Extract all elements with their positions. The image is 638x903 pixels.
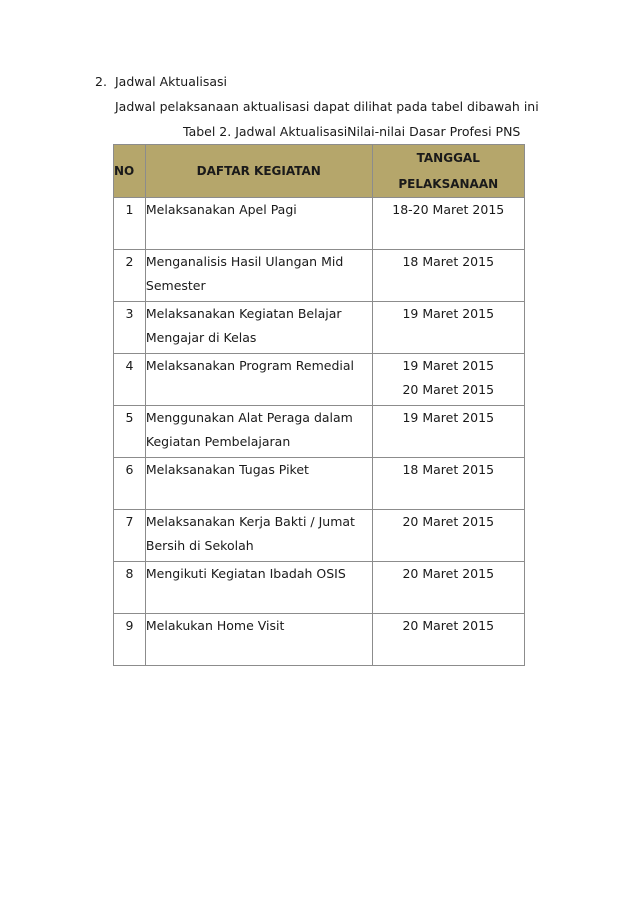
date-line: 19 Maret 2015 <box>402 410 495 425</box>
table-row <box>114 354 525 406</box>
date-line: 20 Maret 2015 <box>402 382 495 397</box>
row-number: 4 <box>114 354 146 406</box>
row-activity <box>145 562 372 614</box>
row-activity <box>145 354 372 406</box>
activity-line: Menganalisis Hasil Ulangan Mid <box>145 254 344 269</box>
activity-line: Bersih di Sekolah <box>145 538 254 553</box>
header-date-line1: TANGGAL <box>416 151 480 165</box>
row-number: 2 <box>114 250 146 302</box>
activity-line: Kegiatan Pembelajaran <box>145 434 291 449</box>
header-date <box>372 145 524 198</box>
intro-paragraph: Jadwal pelaksanaan aktualisasi dapat dilihat pada tabel dibawah ini <box>115 99 539 114</box>
header-no: NO <box>114 145 146 198</box>
table-row <box>114 510 525 562</box>
activity-line: Melaksanakan Kerja Bakti / Jumat <box>145 514 355 529</box>
row-date <box>372 510 524 562</box>
activity-line: Melakukan Home Visit <box>145 618 285 633</box>
table-body <box>114 198 525 666</box>
table-row <box>114 458 525 510</box>
table-row <box>114 562 525 614</box>
section-number: 2. <box>95 74 107 89</box>
row-activity <box>145 302 372 354</box>
row-date <box>372 250 524 302</box>
section-heading <box>95 74 227 90</box>
row-activity <box>145 614 372 666</box>
activity-line: Melaksanakan Program Remedial <box>145 358 355 373</box>
row-date <box>372 406 524 458</box>
table-row <box>114 250 525 302</box>
row-number: 5 <box>114 406 146 458</box>
table-row <box>114 302 525 354</box>
table-row <box>114 614 525 666</box>
date-line: 19 Maret 2015 <box>402 306 495 321</box>
activity-line: Melaksanakan Apel Pagi <box>145 202 297 217</box>
date-line: 18 Maret 2015 <box>402 462 495 477</box>
table-caption: Tabel 2. Jadwal AktualisasiNilai-nilai Dasar Profesi PNS <box>183 124 521 139</box>
header-activity: DAFTAR KEGIATAN <box>145 145 372 198</box>
row-date <box>372 614 524 666</box>
row-date <box>372 458 524 510</box>
row-date <box>372 198 524 250</box>
row-number: 9 <box>114 614 146 666</box>
date-line: 18-20 Maret 2015 <box>392 202 505 217</box>
table-row <box>114 406 525 458</box>
row-date <box>372 562 524 614</box>
activity-line: Mengajar di Kelas <box>145 330 257 345</box>
row-activity <box>145 250 372 302</box>
row-number: 3 <box>114 302 146 354</box>
row-activity <box>145 458 372 510</box>
date-line: 19 Maret 2015 <box>402 358 495 373</box>
table-row <box>114 198 525 250</box>
row-number: 6 <box>114 458 146 510</box>
row-activity <box>145 510 372 562</box>
row-activity <box>145 198 372 250</box>
date-line: 20 Maret 2015 <box>402 618 495 633</box>
table-header-row <box>114 145 525 198</box>
activity-line: Melaksanakan Kegiatan Belajar <box>145 306 342 321</box>
activity-line: Melaksanakan Tugas Piket <box>145 462 309 477</box>
row-activity <box>145 406 372 458</box>
row-number: 8 <box>114 562 146 614</box>
activity-line: Menggunakan Alat Peraga dalam <box>145 410 353 425</box>
schedule-table <box>113 144 525 666</box>
date-line: 20 Maret 2015 <box>402 514 495 529</box>
row-number: 7 <box>114 510 146 562</box>
row-date <box>372 302 524 354</box>
date-line: 20 Maret 2015 <box>402 566 495 581</box>
activity-line: Semester <box>145 278 206 293</box>
row-date <box>372 354 524 406</box>
header-date-line2: PELAKSANAAN <box>398 177 499 191</box>
section-title: Jadwal Aktualisasi <box>115 74 227 89</box>
date-line: 18 Maret 2015 <box>402 254 495 269</box>
activity-line: Mengikuti Kegiatan Ibadah OSIS <box>145 566 346 581</box>
row-number: 1 <box>114 198 146 250</box>
